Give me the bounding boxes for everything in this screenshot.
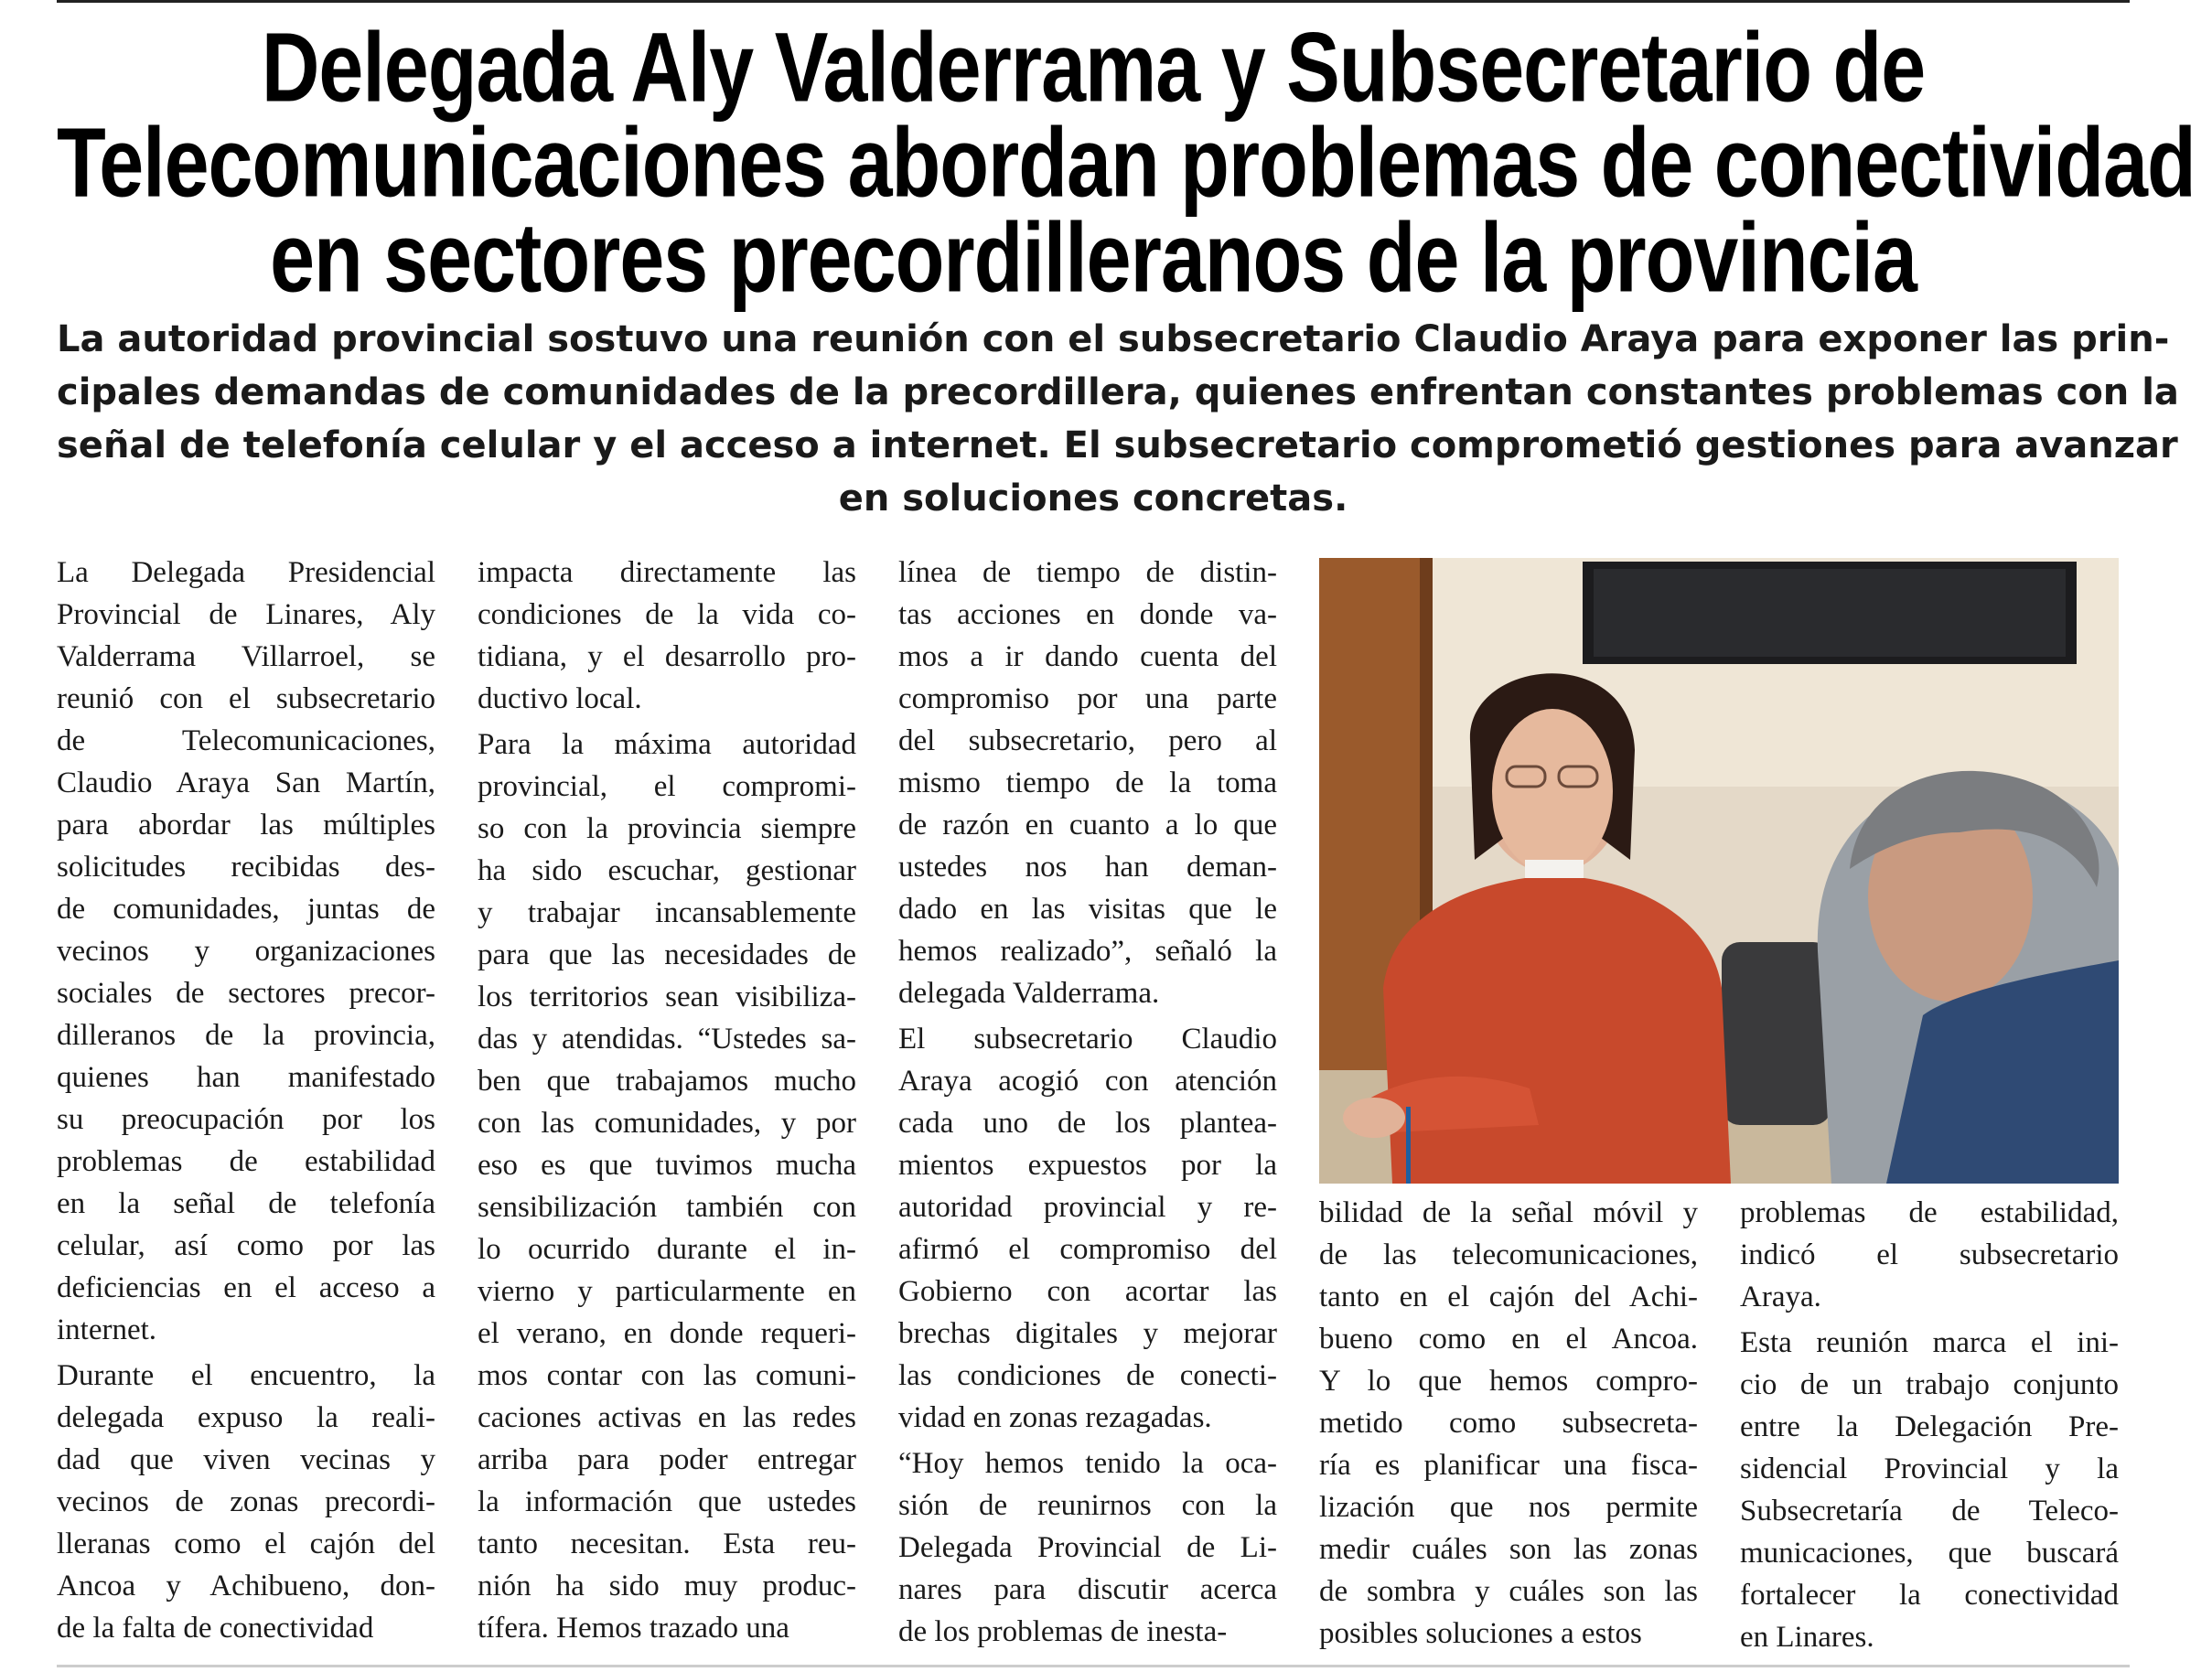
article-column-5 (1740, 1192, 2119, 1662)
article-line: entre la Delegación Pre- (1740, 1410, 2119, 1443)
top-rule (57, 0, 2130, 3)
article-line: con las comunidades, y por (478, 1107, 856, 1140)
article-line: lización que nos permite (1319, 1491, 1698, 1524)
article-paragraph (478, 552, 856, 720)
article-line: su preocupación por los (57, 1103, 435, 1136)
article-line: medir cuáles son las zonas (1319, 1533, 1698, 1566)
article-line: arriba para poder entregar (478, 1443, 856, 1476)
article-paragraph (898, 552, 1277, 1014)
article-line: ustedes nos han deman- (898, 851, 1277, 884)
article-line: El subsecretario Claudio (898, 1023, 1277, 1056)
article-line: mos contar con las comuni- (478, 1359, 856, 1392)
article-line: Araya acogió con atención (898, 1065, 1277, 1098)
article-line: metido como subsecreta- (1319, 1407, 1698, 1440)
article-line: La Delegada Presidencial (57, 556, 435, 589)
headline-line: Telecomunicaciones abordan problemas de conectividad (57, 107, 2196, 218)
article-line: Provincial de Linares, Aly (57, 598, 435, 631)
article-line: sensibilización también con (478, 1191, 856, 1224)
article-line: tanto necesitan. Esta reu- (478, 1527, 856, 1560)
article-line: vierno y particularmente en (478, 1275, 856, 1308)
article-line: dilleranos de la provincia, (57, 1019, 435, 1052)
article-line: caciones activas en las redes (478, 1401, 856, 1434)
article-line: hemos realizado”, señaló la (898, 935, 1277, 968)
article-line: ha sido escuchar, gestionar (478, 854, 856, 887)
headline-line: en sectores precordilleranos de la provincia (270, 202, 1917, 313)
article-paragraph (478, 723, 856, 1649)
article-line: posibles soluciones a estos (1319, 1617, 1642, 1650)
article-line: provincial, el compromi- (478, 770, 856, 803)
article-paragraph (57, 1355, 435, 1649)
article-line: en Linares. (1740, 1621, 1874, 1654)
article-line: lleranas como el cajón del (57, 1527, 435, 1560)
deck-line: en soluciones concretas. (838, 477, 1348, 520)
article-line: deficiencias en el acceso a (57, 1271, 435, 1304)
article-line: vidad en zonas rezagadas. (898, 1401, 1212, 1434)
headline (57, 11, 2196, 313)
article-line: de los problemas de inesta- (898, 1615, 1228, 1648)
article-line: eso es que tuvimos mucha (478, 1149, 856, 1182)
article-line: internet. (57, 1313, 157, 1346)
article-line: vecinos y organizaciones (57, 935, 435, 968)
article-line: Ancoa y Achibueno, don- (57, 1570, 435, 1602)
article-line: celular, así como por las (57, 1229, 435, 1262)
article-line: solicitudes recibidas des- (57, 851, 435, 884)
article-line: tidiana, y el desarrollo pro- (478, 640, 856, 673)
article-line: delegada Valderrama. (898, 977, 1160, 1010)
article-line: condiciones de la vida co- (478, 598, 856, 631)
article-paragraph (57, 552, 435, 1351)
article-line: Delegada Provincial de Li- (898, 1531, 1277, 1564)
article-line: quienes han manifestado (57, 1061, 435, 1094)
article-line: sidencial Provincial y la (1740, 1452, 2119, 1485)
article-line: Para la máxima autoridad (478, 728, 856, 761)
article-line: ben que trabajamos mucho (478, 1065, 856, 1098)
article-line: compromiso por una parte (898, 682, 1277, 715)
article-line: para abordar las múltiples (57, 809, 435, 841)
article-line: y trabajar incansablemente (478, 896, 856, 929)
article-line: Valderrama Villarroel, se (57, 640, 435, 673)
article-line: fortalecer la conectividad (1740, 1579, 2119, 1612)
deck-line: señal de telefonía celular y el acceso a internet. El subsecretario comprometió gestiones para avanzar (57, 424, 2178, 466)
article-line: nión ha sido muy produc- (478, 1570, 856, 1602)
article-line: indicó el subsecretario (1740, 1238, 2119, 1271)
article-paragraph (1740, 1192, 2119, 1318)
article-line: tas acciones en donde va- (898, 598, 1277, 631)
article-line: del subsecretario, pero al (898, 724, 1277, 757)
article-line: cada uno de los plantea- (898, 1107, 1277, 1140)
article-line: de Telecomunicaciones, (57, 724, 435, 757)
article-line: cio de un trabajo conjunto (1740, 1368, 2119, 1401)
headline-line: Delegada Aly Valderrama y Subsecretario de (261, 11, 1926, 123)
article-line: mientos expuestos por la (898, 1149, 1277, 1182)
article-line: de las telecomunicaciones, (1319, 1238, 1698, 1271)
article-line: línea de tiempo de distin- (898, 556, 1277, 589)
article-line: mismo tiempo de la toma (898, 766, 1277, 799)
article-line: afirmó el compromiso del (898, 1233, 1277, 1266)
article-line: los territorios sean visibiliza- (478, 981, 856, 1013)
article-line: sociales de sectores precor- (57, 977, 435, 1010)
article-line: lo ocurrido durante el in- (478, 1233, 856, 1266)
deck-line: cipales demandas de comunidades de la precordillera, quienes enfrentan constantes problemas con la (57, 371, 2179, 413)
bottom-rule (57, 1665, 2130, 1667)
article-paragraph (1319, 1192, 1698, 1655)
article-line: ría es planificar una fisca- (1319, 1449, 1698, 1482)
article-line: brechas digitales y mejorar (898, 1317, 1277, 1350)
article-line: Gobierno con acortar las (898, 1275, 1277, 1308)
article-line: tífera. Hemos trazado una (478, 1612, 789, 1645)
article-line: sión de reunirnos con la (898, 1489, 1277, 1522)
article-paragraph (1740, 1322, 2119, 1658)
article-line: para que las necesidades de (478, 938, 856, 971)
article-paragraph (898, 1442, 1277, 1653)
article-line: la información que ustedes (478, 1485, 856, 1518)
article-column-1 (57, 552, 435, 1653)
article-line: ductivo local. (478, 682, 642, 715)
article-line: bilidad de la señal móvil y (1319, 1196, 1698, 1229)
article-line: so con la provincia siempre (478, 812, 856, 845)
article-line: dado en las visitas que le (898, 893, 1277, 926)
article-line: autoridad provincial y re- (898, 1191, 1277, 1224)
article-line: nares para discutir acerca (898, 1573, 1277, 1606)
article-line: impacta directamente las (478, 556, 856, 589)
article-line: Subsecretaría de Teleco- (1740, 1495, 2119, 1527)
article-line: reunió con el subsecretario (57, 682, 435, 715)
article-line: Claudio Araya San Martín, (57, 766, 435, 799)
article-line: de razón en cuanto a lo que (898, 809, 1277, 841)
article-line: vecinos de zonas precordi- (57, 1485, 435, 1518)
article-column-4 (1319, 1192, 1698, 1658)
article-line: de la falta de conectividad (57, 1612, 374, 1645)
article-line: problemas de estabilidad (57, 1145, 435, 1178)
article-line: Esta reunión marca el ini- (1740, 1326, 2119, 1359)
article-line: problemas de estabilidad, (1740, 1196, 2119, 1229)
article-column-2 (478, 552, 856, 1653)
deck-summary (57, 313, 2179, 525)
article-line: en la señal de telefonía (57, 1187, 435, 1220)
article-line: delegada expuso la reali- (57, 1401, 435, 1434)
article-line: dad que viven vecinas y (57, 1443, 435, 1476)
article-line: Araya. (1740, 1281, 1821, 1313)
article-line: bueno como en el Ancoa. (1319, 1323, 1698, 1356)
article-line: Durante el encuentro, la (57, 1359, 435, 1392)
meeting-photo (1319, 558, 2119, 1184)
article-line: el verano, en donde requeri- (478, 1317, 856, 1350)
article-line: las condiciones de conecti- (898, 1359, 1277, 1392)
article-paragraph (898, 1018, 1277, 1439)
article-line: tanto en el cajón del Achi- (1319, 1281, 1698, 1313)
article-line: das y atendidas. “Ustedes sa- (478, 1023, 856, 1056)
article-line: municaciones, que buscará (1740, 1537, 2119, 1570)
article-line: de sombra y cuáles son las (1319, 1575, 1698, 1608)
article-column-3 (898, 552, 1277, 1656)
article-line: “Hoy hemos tenido la oca- (898, 1447, 1277, 1480)
deck-line: La autoridad provincial sostuvo una reunión con el subsecretario Claudio Araya para exponer las prin- (57, 318, 2170, 360)
article-line: mos a ir dando cuenta del (898, 640, 1277, 673)
article-line: de comunidades, juntas de (57, 893, 435, 926)
article-line: Y lo que hemos compro- (1319, 1365, 1698, 1398)
